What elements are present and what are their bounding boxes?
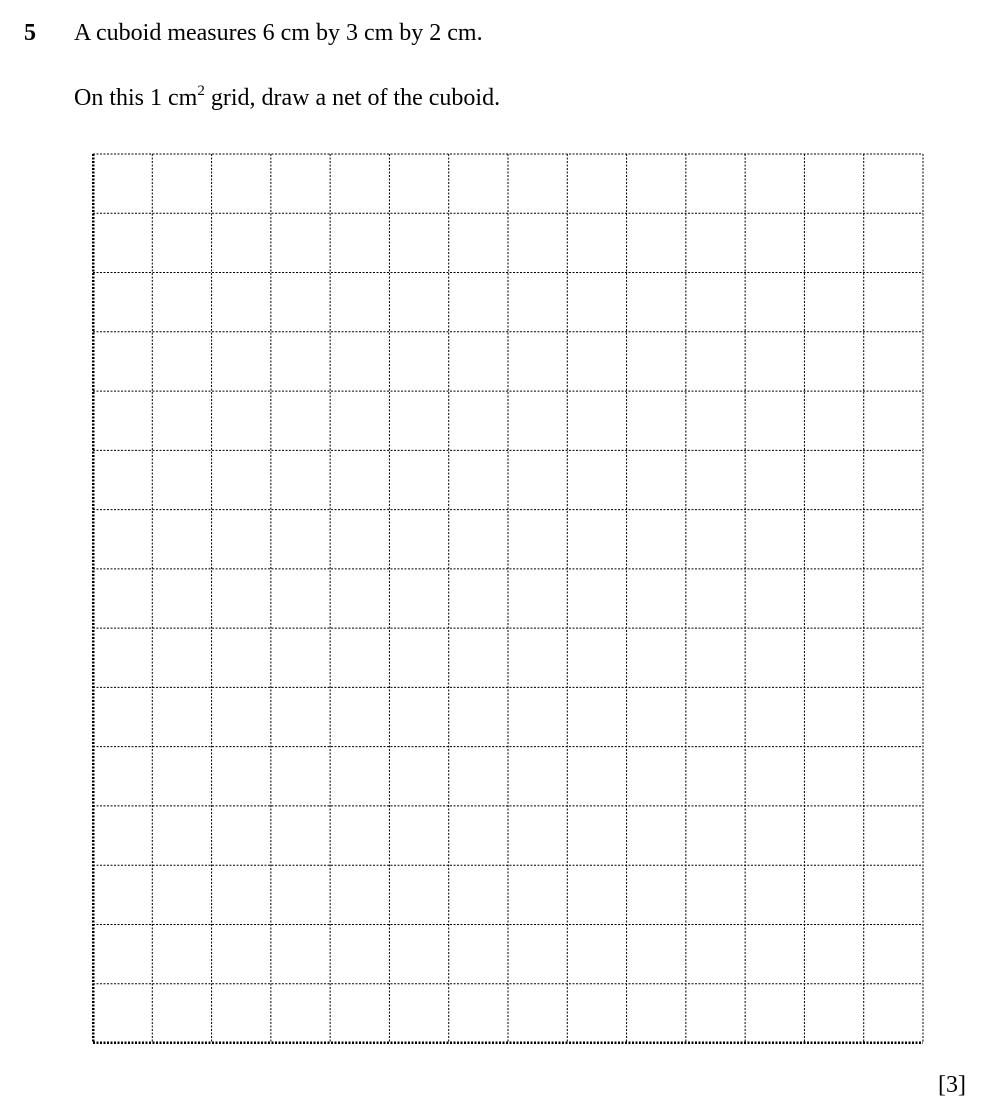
superscript-squared: 2 [197, 83, 205, 99]
question-instruction [74, 83, 500, 113]
answer-grid[interactable] [92, 153, 924, 1044]
question-number: 5 [24, 20, 36, 46]
answer-grid-svg[interactable] [92, 153, 924, 1044]
marks-label: [3] [938, 1072, 966, 1098]
question-statement: A cuboid measures 6 cm by 3 cm by 2 cm. [74, 20, 483, 46]
instruction-text-start: On this 1 cm [74, 85, 198, 111]
instruction-text-end: grid, draw a net of the cuboid. [204, 85, 501, 111]
